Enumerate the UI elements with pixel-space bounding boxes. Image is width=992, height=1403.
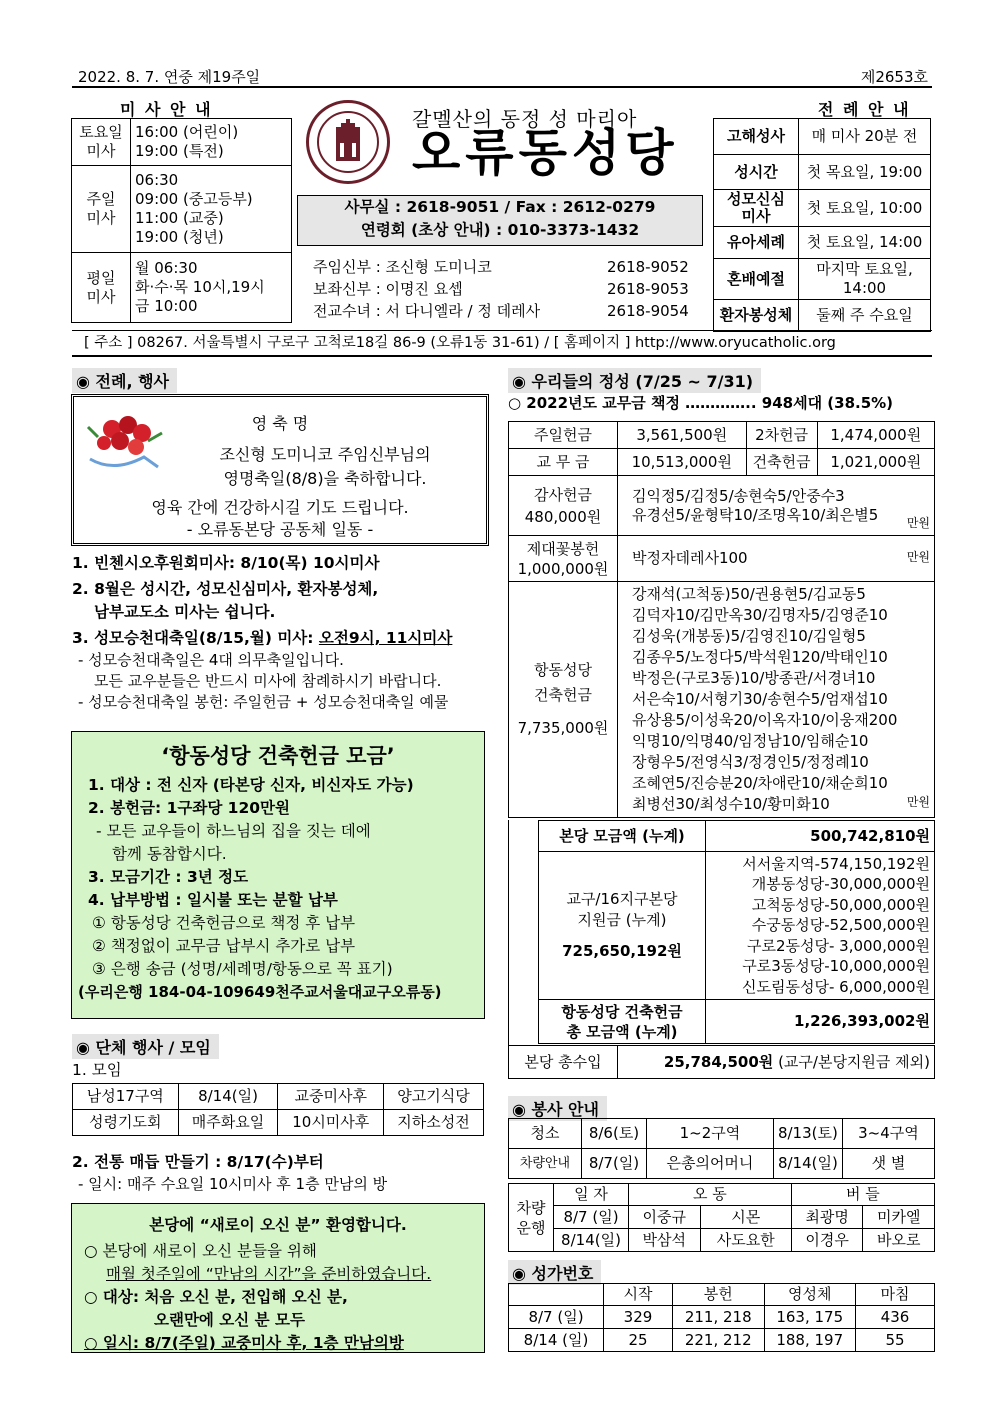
hymn-cell: 163, 175	[764, 1306, 856, 1329]
label: 총 모금액 (누계)	[566, 1022, 678, 1041]
fund-line: ① 항동성당 건축헌금으로 책정 후 납부	[92, 914, 356, 932]
name-line: 김성욱(개봉동)5/김영진10/김일형5	[632, 627, 866, 645]
liturgy-value: 매 미사 20분 전	[799, 119, 931, 155]
amount: 725,650,192원	[562, 942, 682, 960]
events-list	[72, 552, 492, 713]
fund-line: - 모든 교우들이 하느님의 집을 짓는 데에	[96, 822, 371, 840]
name-line: 유경선5/윤형탁10/조명옥10/최은별5	[632, 505, 879, 524]
liturgy-key: 성모신심 미사	[714, 190, 799, 227]
name-line: 박정자데레사100	[632, 549, 748, 567]
offering-key: 주일헌금	[509, 422, 618, 449]
label: 지원금 (누계)	[577, 911, 667, 929]
address-bar	[72, 330, 932, 357]
offering-value: 1,021,000원	[817, 449, 934, 476]
name-line: 김종우5/노정다5/박석원120/박태인10	[632, 648, 888, 666]
hymn-cell: 25	[604, 1329, 673, 1352]
name-line: 최병선30/최성수10/황미화10	[632, 795, 830, 813]
name-line: 김익정5/김정5/송현숙5/안중수3	[632, 486, 845, 505]
feast-line: 조신형 도미니코 주임신부님의	[219, 445, 431, 464]
mass-times: 06:30 09:00 (중고등부) 11:00 (교중) 19:00 (청년)	[131, 166, 292, 253]
welcome-title: 본당에 “새로이 오신 분” 환영합니다.	[149, 1216, 407, 1234]
thanks-offering-names	[618, 476, 935, 536]
bus-cell: 최광명	[791, 1206, 863, 1229]
service-title: ◉ 봉사 안내	[508, 1096, 607, 1121]
address: 08267. 서울특별시 구로구 고척로18길 86-9 (오류1동 31-61) /	[137, 335, 550, 351]
liturgy-value: 첫 토요일, 10:00	[799, 190, 931, 227]
parish-total-value: 500,742,810원	[706, 821, 935, 852]
support-line: 구로3동성당-10,000,000원	[742, 957, 930, 976]
name-line: 장형우5/전영식3/정경인5/정정례10	[632, 753, 869, 771]
support-line: 서서울지역-574,150,192원	[742, 854, 930, 873]
income-value	[618, 1046, 935, 1079]
mass-table	[71, 118, 292, 323]
feast-title: 영 축 명	[251, 414, 309, 433]
hymn-head	[509, 1284, 604, 1306]
welcome-box	[71, 1203, 485, 1353]
service-cell: 은총의어머니	[647, 1149, 774, 1179]
fund-line: 함께 동참합시다.	[112, 845, 227, 863]
liturgy-value: 첫 토요일, 14:00	[799, 227, 931, 259]
hymn-head: 봉헌	[673, 1284, 765, 1306]
bus-cell: 박삼석	[629, 1229, 701, 1252]
fund-summary-table	[538, 820, 935, 1044]
event-note: - 성모승천대축일은 4대 의무축일입니다.	[78, 651, 344, 669]
office-box	[297, 195, 703, 246]
offering-key: 건축헌금	[746, 449, 817, 476]
income-key: 본당 총수입	[509, 1046, 618, 1079]
staff-list	[313, 256, 693, 322]
mass-times: 월 06:30 화·수·목 10시,19시 금 10:00	[131, 253, 292, 323]
altar-flower-key: 제대꽃봉헌 1,000,000원	[509, 536, 618, 582]
name-line: 강재석(고척동)50/권용현5/김교동5	[632, 585, 866, 603]
fund-line: ② 책정없이 교무금 납부시 추가로 납부	[92, 937, 356, 955]
offering-value: 1,474,000원	[817, 422, 934, 449]
hymn-head: 영성체	[764, 1284, 856, 1306]
staff-role: 주임신부 : 조신형 도미니코	[313, 258, 492, 276]
mass-day: 토요일 미사	[72, 119, 131, 166]
service-cell: 청소	[509, 1119, 582, 1149]
hymn-cell: 55	[856, 1329, 935, 1352]
name-line: 조혜연5/진승분20/차애란10/채순희10	[632, 774, 888, 792]
fund-bank: (우리은행 184-04-109649천주교서울대교구오류동)	[78, 983, 442, 1001]
group-cell: 8/14(일)	[178, 1084, 278, 1110]
top-line	[72, 66, 932, 88]
liturgy-value: 마지막 토요일, 14:00	[799, 259, 931, 300]
fund-details	[72, 774, 484, 981]
homepage-label: [ 홈페이지 ]	[553, 335, 631, 351]
event-note: 모든 교우분들은 반드시 미사에 참례하시기 바랍니다.	[94, 672, 442, 690]
income-note: (교구/본당지원금 제외)	[778, 1052, 930, 1071]
mass-day: 주일 미사	[72, 166, 131, 253]
pledge-summary: ○ 2022년도 교무금 책정 ………….. 948세대 (38.5%)	[508, 394, 894, 412]
knot-title: 2. 전통 매듭 만들기 : 8/17(수)부터	[72, 1153, 324, 1171]
altar-flower-names	[618, 536, 935, 582]
hymn-cell: 436	[856, 1306, 935, 1329]
unit-label: 만원	[906, 550, 930, 564]
office-phone: 사무실 : 2618-9051 / Fax : 2612-0279	[344, 198, 656, 216]
support-list	[706, 852, 935, 1000]
bus-head: 일 자	[554, 1184, 629, 1206]
groups-sub: 1. 모임	[72, 1061, 122, 1079]
event-item: 2. 8월은 성시간, 성모신심미사, 환자봉성체,	[72, 580, 379, 598]
grand-total-key	[539, 1000, 706, 1044]
event-item: 1. 빈첸시오후원회미사: 8/10(목) 10시미사	[72, 554, 380, 572]
hymn-cell: 8/7 (일)	[509, 1306, 604, 1329]
bus-cell: 바오로	[863, 1229, 935, 1252]
liturgy-key: 혼배예절	[714, 259, 799, 300]
feast-blessing	[74, 497, 486, 541]
label: 건축헌금	[534, 686, 592, 704]
hymn-head: 마침	[856, 1284, 935, 1306]
bus-cell: 이중규	[629, 1206, 701, 1229]
knot-time: - 일시: 매주 수요일 10시미사 후 1층 만남의 방	[78, 1175, 388, 1193]
bus-cell: 미카엘	[863, 1206, 935, 1229]
event-text: 3. 성모승천대축일(8/15,월) 미사:	[72, 629, 319, 647]
staff-phone: 2618-9054	[607, 302, 689, 320]
fund-line: ③ 은행 송금 (성명/세례명/항동으로 꼭 표기)	[92, 960, 393, 978]
label: 교구/16지구본당	[566, 890, 678, 908]
hymns-title: ◉ 성가번호	[508, 1260, 601, 1285]
group-cell: 남성17구역	[73, 1084, 179, 1110]
offering-table	[508, 421, 935, 818]
offering-key: 2차헌금	[746, 422, 817, 449]
service-cell: 8/6(토)	[582, 1119, 647, 1149]
support-key	[539, 852, 706, 1000]
group-cell: 성령기도회	[73, 1110, 179, 1136]
name-line: 김덕자10/김만옥30/김명자5/김영준10	[632, 606, 888, 624]
event-item	[72, 627, 492, 650]
support-line: 수궁동성당-52,500,000원	[751, 916, 930, 935]
address-label: [ 주소 ]	[84, 335, 133, 351]
fund-line: 4. 납부방법 : 일시불 또는 분할 납부	[88, 891, 338, 909]
table-border	[508, 820, 539, 1045]
groups-table	[72, 1083, 484, 1136]
bus-head: 버 들	[791, 1184, 934, 1206]
feast-message	[180, 443, 470, 491]
feast-line: - 오류동본당 공동체 일동 -	[186, 520, 374, 539]
mass-times: 16:00 (어린이) 19:00 (특전)	[131, 119, 292, 166]
homepage-link[interactable]: http://www.oryucatholic.org	[634, 335, 836, 351]
mass-day: 평일 미사	[72, 253, 131, 323]
service-cell: 샛 별	[842, 1149, 934, 1179]
hangdong-names	[618, 582, 935, 818]
group-cell: 교중미사후	[278, 1084, 384, 1110]
group-cell: 10시미사후	[278, 1110, 384, 1136]
welcome-line: ○ 일시: 8/7(주일) 교중미사 후, 1층 만남의방	[84, 1334, 404, 1352]
service-cell: 8/14(일)	[773, 1149, 842, 1179]
label: 항동성당 건축헌금	[561, 1002, 683, 1021]
event-item: 남부교도소 미사는 쉽니다.	[94, 603, 276, 621]
thanks-offering-key: 감사헌금 480,000원	[509, 476, 618, 536]
bus-cell: 8/7 (일)	[554, 1206, 629, 1229]
offering-value: 3,561,500원	[618, 422, 747, 449]
service-cell: 3~4구역	[842, 1119, 934, 1149]
liturgy-table	[713, 118, 931, 332]
hymn-cell: 8/14 (일)	[509, 1329, 604, 1352]
name-line: 서은숙10/서형기30/송현수5/엄재섭10	[632, 690, 888, 708]
hymn-cell: 188, 197	[764, 1329, 856, 1352]
service-table	[508, 1118, 935, 1179]
welcome-line: ○ 대상: 처음 오신 분, 전입해 오신 분,	[84, 1288, 348, 1306]
name-line: 박정은(구로3동)10/방종관/서경녀10	[632, 669, 876, 687]
liturgy-key: 성시간	[714, 155, 799, 190]
grand-total-value: 1,226,393,002원	[706, 1000, 935, 1044]
welcome-line: 매월 첫주일에 “만남의 시간”을 준비하였습니다.	[106, 1265, 432, 1283]
offering-value: 10,513,000원	[618, 449, 747, 476]
liturgy-key: 유아세례	[714, 227, 799, 259]
liturgy-value: 둘째 주 수요일	[799, 300, 931, 332]
council-phone: 연령회 (초상 안내) : 010-3373-1432	[360, 221, 640, 239]
amount: 7,735,000원	[517, 719, 609, 737]
feast-line: 영육 간에 건강하시길 기도 드립니다.	[151, 498, 409, 517]
parish-name: 오류동성당	[412, 124, 679, 182]
unit-label: 만원	[906, 795, 930, 809]
offering-title: ◉ 우리들의 정성 (7/25 ~ 7/31)	[508, 368, 761, 393]
events-title: ◉ 전례, 행사	[72, 368, 177, 393]
hymn-cell: 221, 212	[673, 1329, 765, 1352]
fund-title: ‘항동성당 건축헌금 모금’	[161, 744, 395, 768]
feast-box	[71, 394, 489, 546]
parish-total-key: 본당 모금액 (누계)	[539, 821, 706, 852]
name-line: 익명10/익명40/임정남10/임해순10	[632, 732, 869, 750]
group-cell: 지하소성전	[384, 1110, 484, 1136]
service-cell: 1~2구역	[647, 1119, 774, 1149]
hymns-table	[508, 1283, 935, 1352]
service-cell: 차량안내	[509, 1149, 582, 1179]
income-amount: 25,784,500원	[663, 1052, 774, 1071]
bus-cell: 이경우	[791, 1229, 863, 1252]
hangdong-key	[509, 582, 618, 818]
fund-line: 1. 대상 : 전 신자 (타본당 신자, 비신자도 가능)	[88, 776, 414, 794]
parish-seal-icon	[306, 100, 390, 184]
group-cell: 양고기식당	[384, 1084, 484, 1110]
fund-line: 3. 모금기간 : 3년 정도	[88, 868, 249, 886]
fund-line: 2. 봉헌금: 1구좌당 120만원	[88, 799, 290, 817]
liturgy-value: 첫 목요일, 19:00	[799, 155, 931, 190]
welcome-line: ○ 본당에 새로이 오신 분들을 위해	[84, 1242, 317, 1260]
liturgy-key: 환자봉성체	[714, 300, 799, 332]
support-line: 개봉동성당-30,000,000원	[751, 875, 930, 894]
support-line: 신도림동성당- 6,000,000원	[742, 977, 930, 996]
staff-role: 보좌신부 : 이명진 요셉	[313, 280, 463, 298]
feast-line: 영명축일(8/8)을 축하합니다.	[223, 469, 427, 488]
income-table	[508, 1045, 935, 1079]
event-note: - 성모승천대축일 봉헌: 주일헌금 + 성모승천대축일 예물	[78, 693, 449, 711]
staff-role: 전교수녀 : 서 다니엘라 / 정 데레사	[313, 302, 541, 320]
service-cell: 8/7(일)	[582, 1149, 647, 1179]
hymn-cell: 211, 218	[673, 1306, 765, 1329]
bus-head: 오 동	[629, 1184, 792, 1206]
welcome-line: 오랜만에 오신 분 모두	[154, 1311, 305, 1329]
support-line: 고척동성당-50,000,000원	[751, 895, 930, 914]
issue-number: 제2653호	[860, 68, 928, 86]
name-line: 유상용5/이성욱20/이옥자10/이웅재200	[632, 711, 898, 729]
bus-table	[508, 1183, 935, 1252]
mass-title: 미 사 안 내	[120, 100, 213, 119]
building-fund-box	[71, 731, 485, 1019]
staff-phone: 2618-9053	[607, 280, 689, 298]
event-highlight: 오전9시, 11시미사	[318, 629, 453, 647]
knot-class	[72, 1151, 387, 1195]
unit-label: 만원	[906, 516, 930, 530]
liturgy-title: 전 례 안 내	[818, 100, 911, 119]
groups-title: ◉ 단체 행사 / 모임	[72, 1034, 219, 1059]
welcome-details	[72, 1240, 484, 1355]
hymn-cell: 329	[604, 1306, 673, 1329]
tagline: 갈멜산의 동정 성 마리아	[412, 107, 638, 131]
label: 항동성당	[534, 661, 592, 679]
bus-cell: 8/14(일)	[554, 1229, 629, 1252]
group-cell: 매주화요일	[178, 1110, 278, 1136]
hymn-head: 시작	[604, 1284, 673, 1306]
support-line: 구로2동성당- 3,000,000원	[746, 936, 930, 955]
bus-cell: 사도요한	[700, 1229, 791, 1252]
service-cell: 8/13(토)	[773, 1119, 842, 1149]
issue-date: 2022. 8. 7. 연중 제19주일	[78, 68, 261, 86]
offering-key: 교 무 금	[509, 449, 618, 476]
liturgy-key: 고해성사	[714, 119, 799, 155]
staff-phone: 2618-9052	[607, 258, 689, 276]
bus-cell: 시몬	[700, 1206, 791, 1229]
bus-key: 차량 운행	[509, 1184, 554, 1252]
